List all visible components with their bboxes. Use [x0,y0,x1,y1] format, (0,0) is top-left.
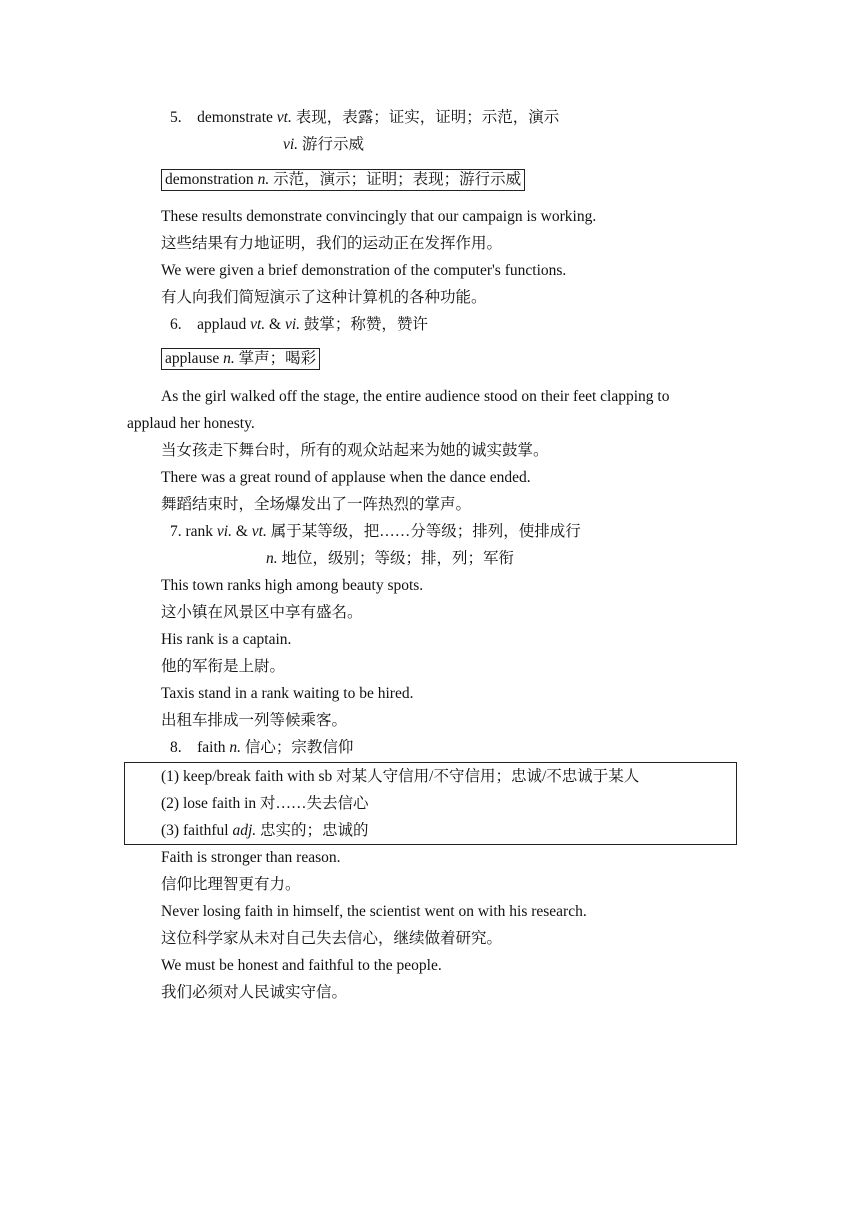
derivative-definition: 示范，演示；证明；表现；游行示威 [273,171,522,188]
definition: 信心；宗教信仰 [244,739,354,756]
part-of-speech: n. [257,171,270,188]
example-translation: 有人向我们简短演示了这种计算机的各种功能。 [161,289,487,306]
definition: 游行示威 [301,136,364,153]
part-of-speech: vt. [251,523,267,540]
ampersand: & [235,523,248,540]
part-of-speech: vi. [216,523,232,540]
entry-number: 5. [170,109,182,126]
part-of-speech: vi. [284,316,301,333]
example-sentence: Faith is stronger than reason. [161,849,341,866]
example-sentence: Never losing faith in himself, the scientist went on with his research. [161,903,587,920]
example-sentence: This town ranks high among beauty spots. [161,577,424,594]
part-of-speech: n. [266,550,278,567]
example-sentence: We were given a brief demonstration of the computer's functions. [161,262,567,279]
entry-5-heading [170,108,559,128]
usage-text: (3) faithful [161,822,233,839]
entry-word: demonstrate [197,109,273,126]
example-sentence: There was a great round of applause when the dance ended. [161,469,531,486]
usage-line [161,821,369,841]
definition: 地位，级别；等级；排，列；军衔 [281,550,515,567]
definition: 属于某等级，把……分等级；排列，使排成行 [270,523,581,540]
example-sentence: His rank is a captain. [161,631,292,648]
part-of-speech: vt. [276,109,292,126]
entry-7-heading [170,522,581,542]
example-translation: 信仰比理智更有力。 [161,876,301,893]
usage-text: 忠实的；忠诚的 [256,822,369,839]
entry-number: 8. [170,739,182,756]
derivative-word: applause [165,350,220,367]
entry-6-heading [170,315,428,335]
part-of-speech: vt. [250,316,266,333]
usage-line: (2) lose faith in 对……失去信心 [161,795,369,812]
definition: 表现，表露；证实，证明；示范，演示 [295,109,560,126]
derivative-definition: 掌声；喝彩 [238,350,317,367]
example-translation: 这小镇在风景区中享有盛名。 [161,604,363,621]
example-translation: 这些结果有力地证明，我们的运动正在发挥作用。 [161,235,503,252]
example-sentence: We must be honest and faithful to the people. [161,957,442,974]
entry-number: 7. [170,523,182,540]
part-of-speech: n. [229,739,242,756]
entry-word: faith [197,739,226,756]
example-sentence: As the girl walked off the stage, the entire audience stood on their feet clapping to [161,388,670,405]
example-translation: 我们必须对人民诚实守信。 [161,984,348,1001]
example-sentence: Taxis stand in a rank waiting to be hired. [161,685,414,702]
definition: 鼓掌；称赞，赞许 [303,316,428,333]
ampersand: & [269,316,282,333]
part-of-speech: n. [223,350,235,367]
example-translation: 当女孩走下舞台时，所有的观众站起来为她的诚实鼓掌。 [161,442,549,459]
example-translation: 出租车排成一列等候乘客。 [161,712,348,729]
example-translation: 这位科学家从未对自己失去信心，继续做着研究。 [161,930,503,947]
example-sentence-continued: applaud her honesty. [127,415,255,432]
entry-word: rank [185,523,214,540]
entry-7-heading-2 [266,549,514,569]
example-translation: 舞蹈结束时，全场爆发出了一阵热烈的掌声。 [161,496,472,513]
example-translation: 他的军衔是上尉。 [161,658,286,675]
part-of-speech: vi. [283,136,299,153]
derivative-box [161,169,525,191]
derivative-box [161,348,320,370]
entry-8-heading [170,738,353,758]
entry-5-heading-2 [283,135,364,155]
derivative-word: demonstration [165,171,254,188]
entry-word: applaud [197,316,247,333]
part-of-speech: adj. [232,822,257,839]
example-sentence: These results demonstrate convincingly that our campaign is working. [161,208,597,225]
entry-number: 6. [170,316,182,333]
usage-line: (1) keep/break faith with sb 对某人守信用/不守信用；忠诚/不忠诚于某人 [161,768,640,785]
